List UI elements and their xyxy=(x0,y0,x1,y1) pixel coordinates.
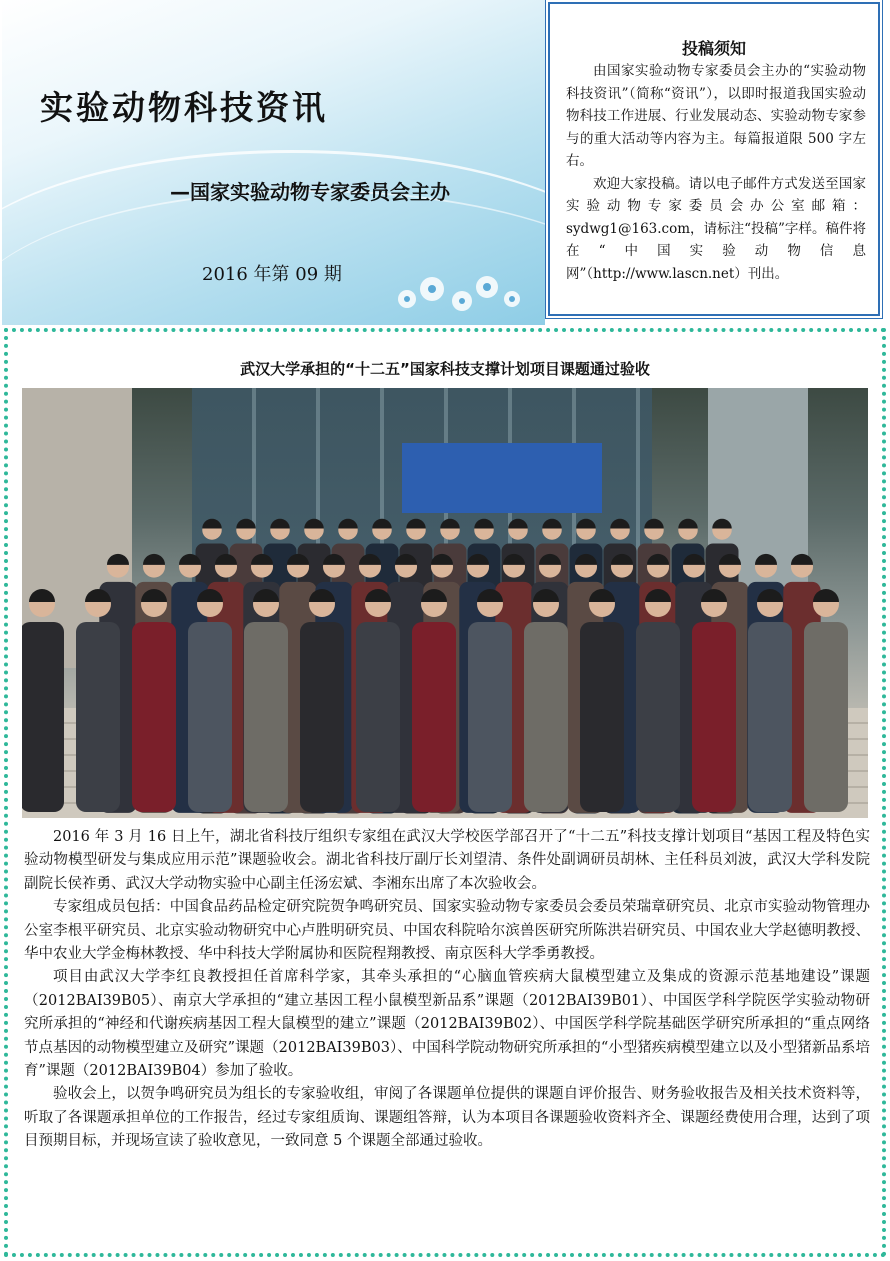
submission-notice xyxy=(548,2,880,316)
notice-paragraph: 由国家实验动物专家委员会主办的“实验动物科技资讯”（简称“资讯”），以即时报道我国实验动物科技工作进展、行业发展动态、实验动物专家参与的重大活动等内容为主。每篇报道限 500 字左右。 xyxy=(566,63,866,169)
article-paragraph: 2016 年 3 月 16 日上午，湖北省科技厅组织专家组在武汉大学校医学部召开了“十二五”科技支撑计划项目“基因工程及特色实验动物模型研发与集成应用示范”课题验收会。湖北省科技厅副厅长刘望清、条件处副调研员胡林、主任科员刘波，武汉大学科发院副院长侯祚勇、武汉大学动物实验中心副主任汤宏斌、李湘东出席了本次验收会。 xyxy=(24,829,870,892)
notice-heading: 投稿须知 xyxy=(681,39,746,58)
newsletter-title: 实验动物科技资讯 xyxy=(40,88,328,127)
article-frame xyxy=(4,328,886,1257)
issue-number: 2016 年第 09 期 xyxy=(202,264,342,285)
article-headline: 武汉大学承担的“十二五”国家科技支撑计划项目课题通过验收 xyxy=(240,360,650,378)
person-silhouette xyxy=(22,589,64,812)
article-paragraph: 专家组成员包括：中国食品药品检定研究院贺争鸣研究员、国家实验动物专家委员会委员荣瑞章研究员、北京市实验动物管理办公室李根平研究员、北京实验动物研究中心卢胜明研究员、中国农科院哈尔滨兽医研究所陈洪岩研究员、中国农业大学赵德明教授、华中农业大学金梅林教授、华中科技大学附属协和医院程翔教授、南京医科大学季勇教授。 xyxy=(24,899,870,963)
photo-people xyxy=(22,388,868,818)
article-paragraph: 项目由武汉大学李红良教授担任首席科学家，其牵头承担的“心脑血管疾病大鼠模型建立及集成的资源示范基地建设”课题（2012BAI39B05）、南京大学承担的“建立基因工程小鼠模型新品系”课题（2012BAI39B01）、中国医学科学院医学实验动物研究所承担的“神经和代谢疾病基因工程大鼠模型的建立”课题（2012BAI39B02）、中国医学科学院基础医学研究所承担的“重点网络节点基因的动物模型建立及研究”课题（2012BAI39B03）、中国科学院动物研究所承担的“小型猪疾病模型建立以及小型猪新品系培育”课题（2012BAI39B04）参加了验收。 xyxy=(24,969,870,1080)
newsletter-subtitle: —国家实验动物专家委员会主办 xyxy=(170,180,450,204)
flower-decoration-icon xyxy=(387,259,527,319)
article-body xyxy=(24,826,870,1154)
header-banner xyxy=(2,0,545,325)
group-photo xyxy=(22,388,868,818)
article-paragraph: 验收会上，以贺争鸣研究员为组长的专家验收组，审阅了各课题单位提供的课题自评价报告、财务验收报告及相关技术资料等，听取了各课题承担单位的工作报告，经过专家组质询、课题组答辩，认为本项目各课题验收资料齐全、课题经费使用合理，达到了项目预期目标，并现场宣读了验收意见，一致同意 5 个课题全部通过验收。 xyxy=(24,1086,870,1150)
notice-paragraph: 欢迎大家投稿。请以电子邮件方式发送至国家实验动物专家委员会办公室邮箱：sydwg1@163.com，请标注“投稿”字样。稿件将在“中国实验动物信息网”（http://www.lascn.net）刊出。 xyxy=(566,175,866,282)
